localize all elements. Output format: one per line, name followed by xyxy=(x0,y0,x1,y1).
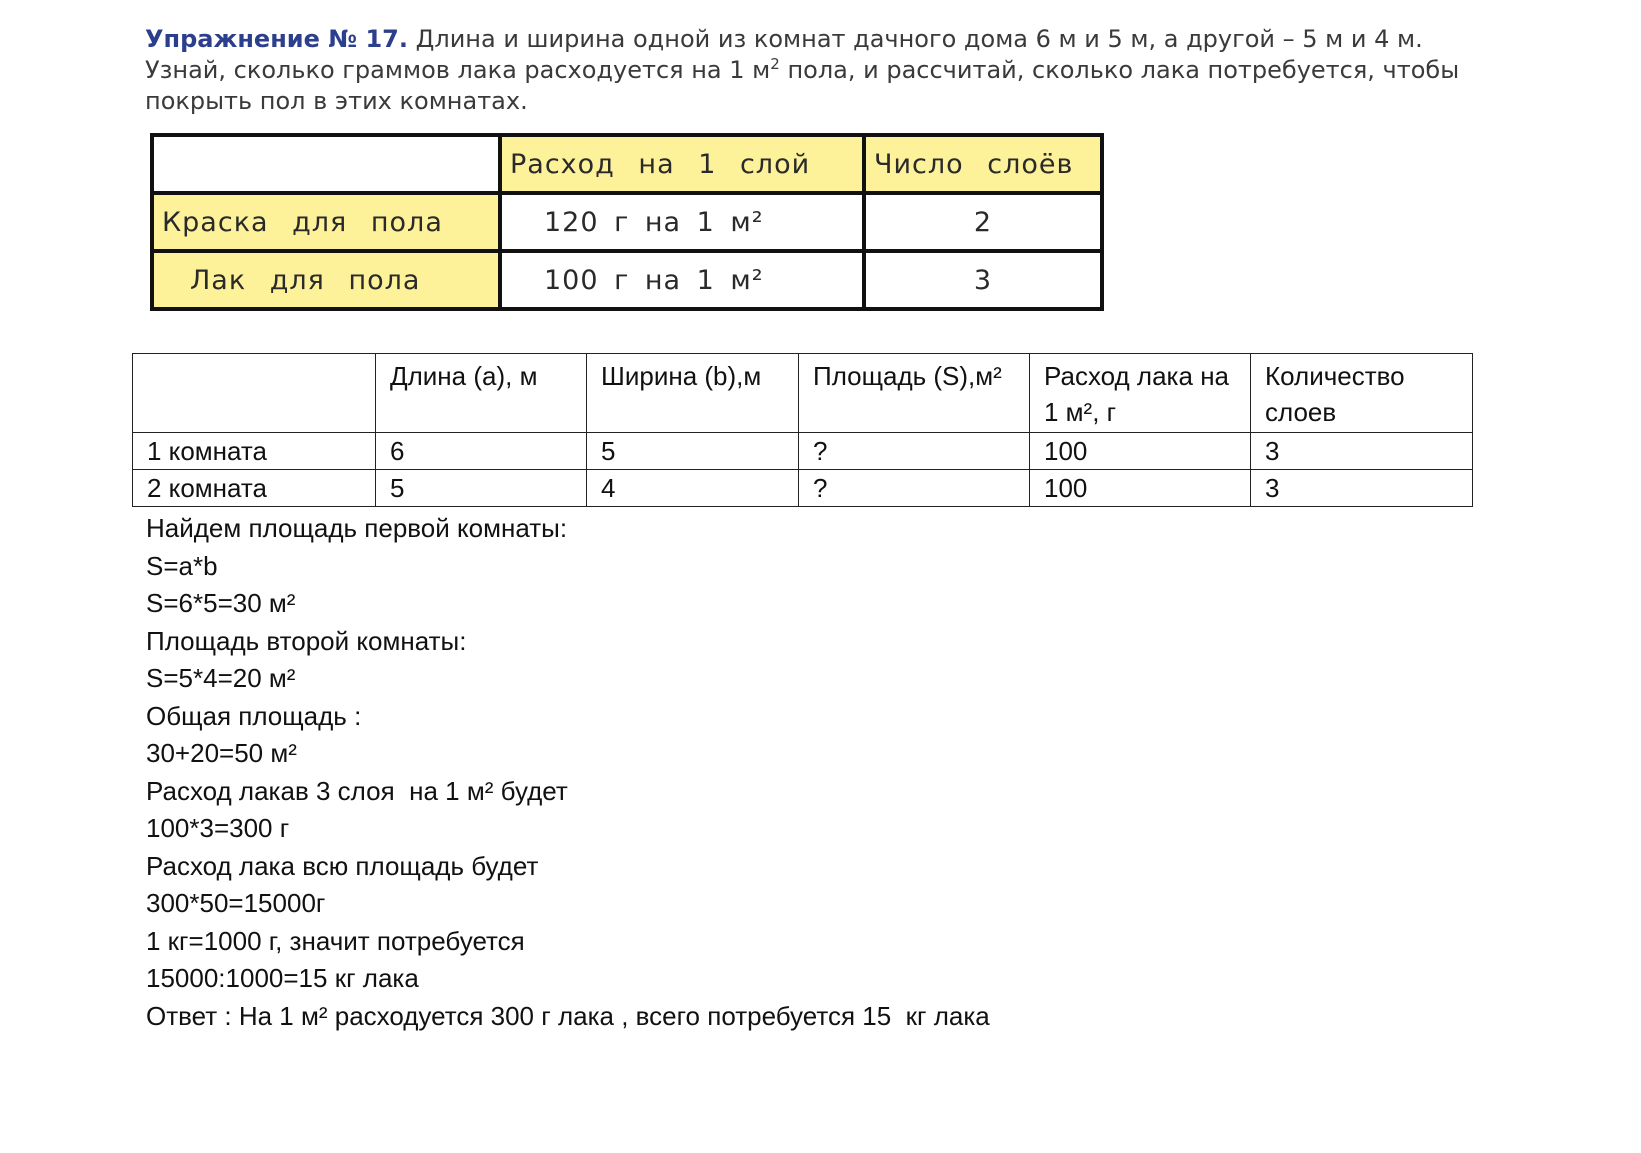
room-table xyxy=(132,353,1473,507)
solution-line: Общая площадь : xyxy=(146,700,362,731)
room-cell-width: 5 xyxy=(587,433,799,470)
room-table-row xyxy=(133,433,1473,470)
room-cell-area: ? xyxy=(799,470,1030,507)
room-cell-area: ? xyxy=(799,433,1030,470)
textbook-table xyxy=(150,133,1104,311)
solution-line: Площадь второй комнаты: xyxy=(146,625,467,656)
solution-line: S=a*b xyxy=(146,550,218,581)
room-table-header xyxy=(133,354,1473,433)
solution-line: Найдем площадь первой комнаты: xyxy=(146,513,568,543)
room-cell-consumption: 100 xyxy=(1030,470,1251,507)
exercise-text-part2: пола, и рассчитай, сколько лака потребуется, чтобы покрыть пол в этих комнатах. xyxy=(145,56,1460,115)
textbook-cell-varnish-layers: 3 xyxy=(864,251,1102,309)
room-header-varnish-consumption: Расход лака на 1 м², г xyxy=(1030,354,1251,433)
room-header-empty xyxy=(133,354,376,433)
textbook-table-header xyxy=(152,135,1102,193)
solution-line: Расход лака всю площадь будет xyxy=(146,850,539,881)
room-table-row xyxy=(133,470,1473,507)
textbook-cell-paint-consumption: 120 г на 1 м² xyxy=(500,193,864,251)
room-header-area: Площадь (S),м² xyxy=(799,354,1030,433)
room-cell-length: 6 xyxy=(376,433,587,470)
solution-line: S=6*5=30 м² xyxy=(146,588,296,618)
exercise-statement xyxy=(145,24,1465,117)
solution-line: Расход лакав 3 слоя на 1 м² будет xyxy=(146,775,568,806)
textbook-header-consumption: Расход на 1 слой xyxy=(500,135,864,193)
solution-line: 300*50=15000г xyxy=(146,888,326,918)
room-cell-layers: 3 xyxy=(1251,470,1473,507)
textbook-row-varnish xyxy=(152,251,1102,309)
textbook-cell-paint-layers: 2 xyxy=(864,193,1102,251)
textbook-row-paint xyxy=(152,193,1102,251)
solution-line: 30+20=50 м² xyxy=(146,738,297,768)
room-cell-layers: 3 xyxy=(1251,433,1473,470)
textbook-cell-varnish-name: Лак для пола xyxy=(152,251,500,309)
solution-answer: Ответ : На 1 м² расходуется 300 г лака , всего потребуется 15 кг лака xyxy=(146,1000,990,1031)
room-cell-consumption: 100 xyxy=(1030,433,1251,470)
room-cell-name: 1 комната xyxy=(133,433,376,470)
exercise-title: Упражнение № 17. xyxy=(145,25,408,53)
exercise-text-part1: Длина и ширина одной из комнат дачного дома 6 м и 5 м, а другой – 5 м и 4 м. Узнай, сколько граммов лака расходуется на 1 м xyxy=(145,25,1423,84)
room-cell-width: 4 xyxy=(587,470,799,507)
room-cell-length: 5 xyxy=(376,470,587,507)
exercise-superscript: 2 xyxy=(770,55,780,73)
textbook-cell-paint-name: Краска для пола xyxy=(152,193,500,251)
room-header-width: Ширина (b),м xyxy=(587,354,799,433)
solution-line: 1 кг=1000 г, значит потребуется xyxy=(146,925,525,956)
solution-text xyxy=(146,510,990,1035)
room-header-layers: Количество слоев xyxy=(1251,354,1473,433)
room-header-length: Длина (а), м xyxy=(376,354,587,433)
solution-line: S=5*4=20 м² xyxy=(146,663,296,693)
textbook-cell-varnish-consumption: 100 г на 1 м² xyxy=(500,251,864,309)
room-cell-name: 2 комната xyxy=(133,470,376,507)
solution-line: 15000:1000=15 кг лака xyxy=(146,963,419,993)
textbook-header-empty xyxy=(152,135,500,193)
textbook-header-layers: Число слоёв xyxy=(864,135,1102,193)
solution-line: 100*3=300 г xyxy=(146,813,290,843)
